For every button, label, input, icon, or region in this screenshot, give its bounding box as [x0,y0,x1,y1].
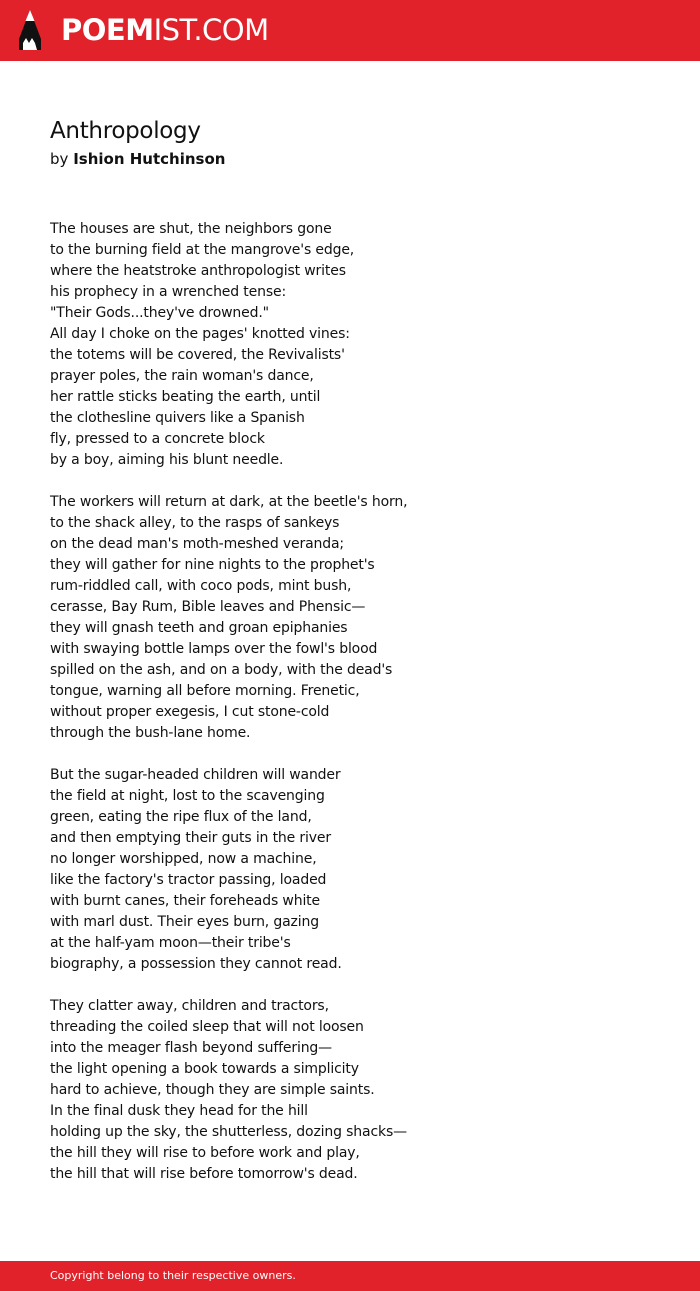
poem-line: hard to achieve, though they are simple saints. [50,1082,375,1098]
poem-line: they will gather for nine nights to the prophet's [50,557,375,573]
poem-line: biography, a possession they cannot read. [50,956,342,972]
poem-line: The workers will return at dark, at the beetle's horn, [50,494,408,510]
copyright-text: Copyright belong to their respective owners. [50,1269,296,1282]
pencil-icon[interactable] [18,9,42,51]
poem-line: to the burning field at the mangrove's edge, [50,242,355,258]
poem-line: rum-riddled call, with coco pods, mint bush, [50,578,352,594]
poem-line: by a boy, aiming his blunt needle. [50,452,284,468]
author-name: Ishion Hutchinson [73,150,226,168]
poem-line: the field at night, lost to the scavenging [50,788,325,804]
poem-line: on the dead man's moth-meshed veranda; [50,536,344,552]
poem-line: But the sugar-headed children will wander [50,767,341,783]
poem-line: with swaying bottle lamps over the fowl's blood [50,641,378,657]
poem-line: no longer worshipped, now a machine, [50,851,317,867]
stanza [50,219,670,471]
poem-line: into the meager flash beyond suffering— [50,1040,332,1056]
poem-line: the hill that will rise before tomorrow's dead. [50,1166,358,1182]
stanza [50,492,670,744]
poem-line: In the final dusk they head for the hill [50,1103,308,1119]
byline-prefix: by [50,150,69,168]
poem-line: the hill they will rise to before work and play, [50,1145,360,1161]
poem-line: green, eating the ripe flux of the land, [50,809,312,825]
poem-line: All day I choke on the pages' knotted vines: [50,326,350,342]
poem-line: and then emptying their guts in the river [50,830,331,846]
poem-line: they will gnash teeth and groan epiphanies [50,620,348,636]
poem-line: through the bush-lane home. [50,725,251,741]
site-logo-text[interactable] [61,11,269,49]
poem-line: spilled on the ash, and on a body, with the dead's [50,662,393,678]
stanza [50,996,670,1185]
poem-line: tongue, warning all before morning. Frenetic, [50,683,360,699]
brand-light: IST.COM [153,13,269,47]
poem-line: her rattle sticks beating the earth, until [50,389,321,405]
poem-line: like the factory's tractor passing, loaded [50,872,327,888]
poem-line: without proper exegesis, I cut stone-cold [50,704,330,720]
poem-line: fly, pressed to a concrete block [50,431,265,447]
poem-line: They clatter away, children and tractors, [50,998,329,1014]
poem-line: cerasse, Bay Rum, Bible leaves and Phensic— [50,599,366,615]
poem-line: the light opening a book towards a simplicity [50,1061,359,1077]
poem-line: with marl dust. Their eyes burn, gazing [50,914,319,930]
poem-line: his prophecy in a wrenched tense: [50,284,287,300]
poem-line: holding up the sky, the shutterless, dozing shacks— [50,1124,407,1140]
poem-title: Anthropology [50,118,201,144]
poem-line: "Their Gods...they've drowned." [50,305,269,321]
poem-line: the totems will be covered, the Revivalists' [50,347,345,363]
poem-line: where the heatstroke anthropologist writes [50,263,346,279]
site-header [0,0,700,61]
poem-body [50,219,670,1206]
poem-line: threading the coiled sleep that will not loosen [50,1019,364,1035]
poem-line: with burnt canes, their foreheads white [50,893,320,909]
stanza [50,765,670,975]
poem-line: the clothesline quivers like a Spanish [50,410,305,426]
poem-line: at the half-yam moon—their tribe's [50,935,291,951]
brand-bold: POEM [61,13,154,47]
poem-line: prayer poles, the rain woman's dance, [50,368,314,384]
byline [50,148,225,170]
poem-line: The houses are shut, the neighbors gone [50,221,332,237]
poem-line: to the shack alley, to the rasps of sankeys [50,515,340,531]
site-footer [0,1261,700,1291]
